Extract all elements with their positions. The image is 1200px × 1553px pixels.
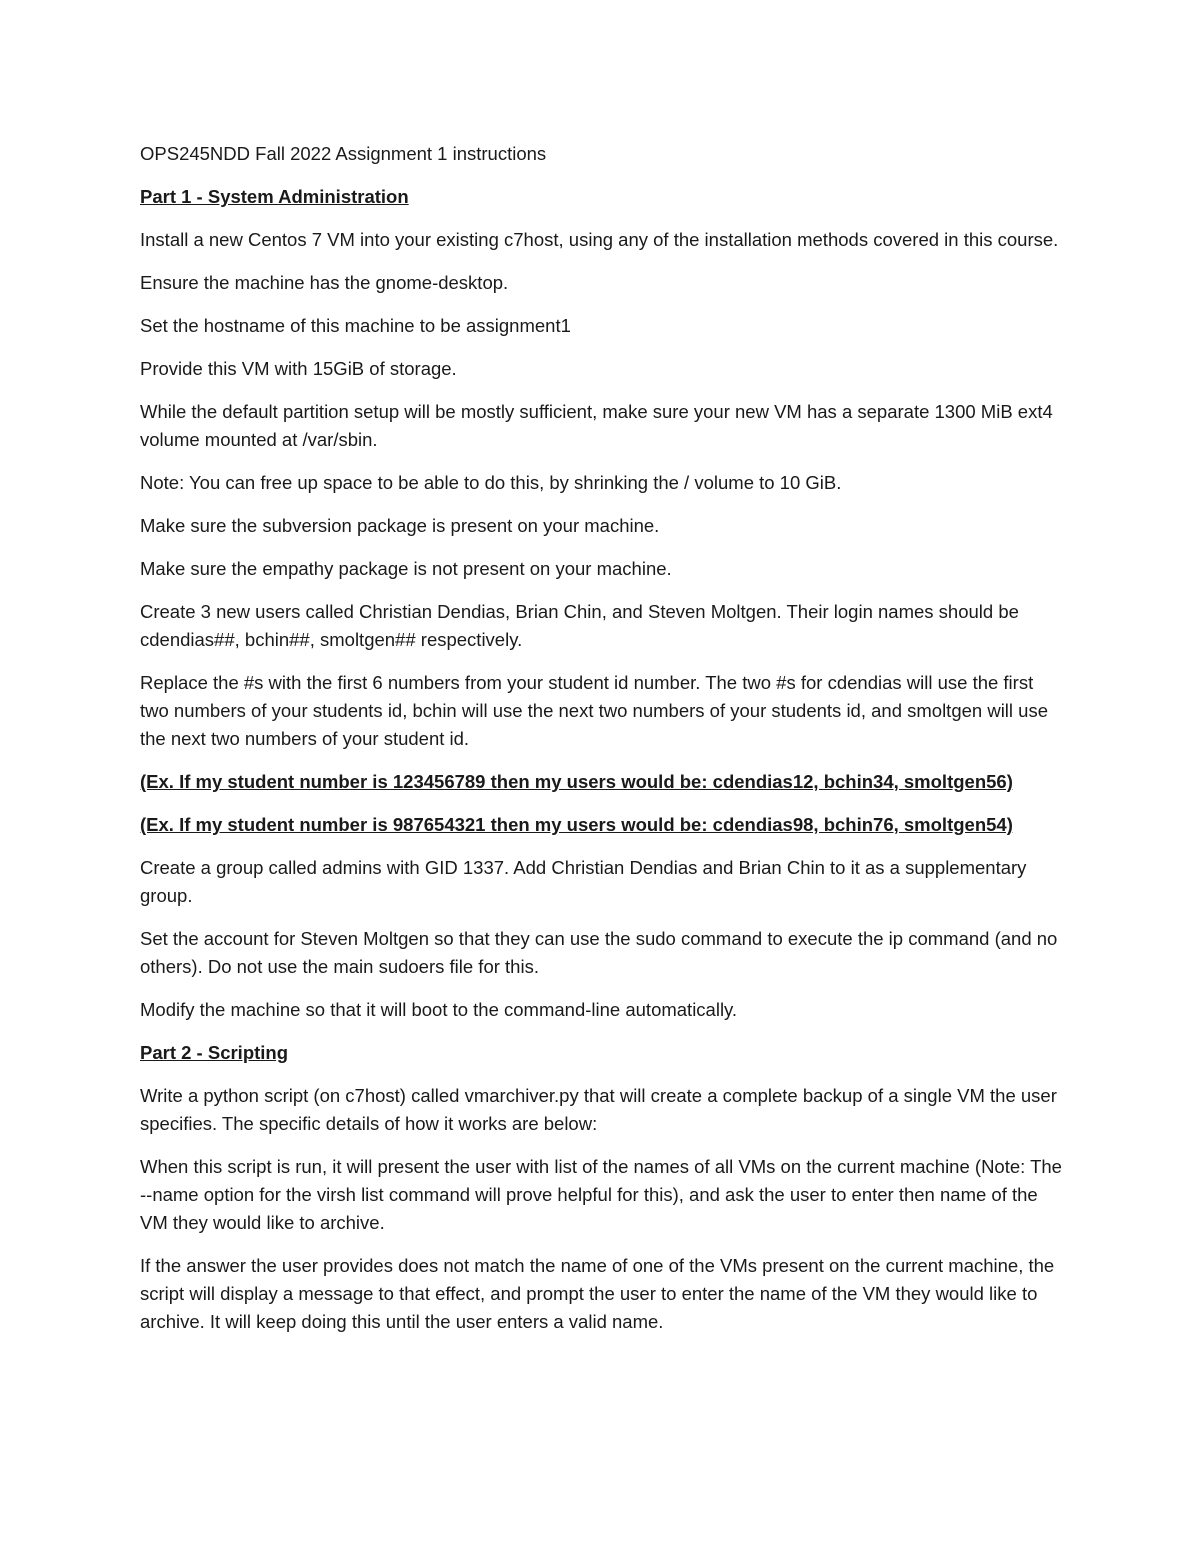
paragraph-invalid-name: If the answer the user provides does not match the name of one of the VMs present on the current machine, the script will display a message to that effect, and prompt the user to enter the name of the VM they would like to archive. It will keep doing this until the user enters a valid name. bbox=[140, 1255, 1055, 1332]
paragraph-storage: Provide this VM with 15GiB of storage. bbox=[140, 358, 457, 379]
paragraph-list-vms: When this script is run, it will present the user with list of the names of all VMs on the current machine (Note: The --name option for the virsh list command will prove helpful for this), and ask the user to enter then name of the VM they would like to archive. bbox=[140, 1156, 1062, 1233]
paragraph-empathy: Make sure the empathy package is not present on your machine. bbox=[140, 558, 672, 579]
paragraph-subversion: Make sure the subversion package is present on your machine. bbox=[140, 515, 660, 536]
paragraph-sudo: Set the account for Steven Moltgen so that they can use the sudo command to execute the ip command (and no others). Do not use the main sudoers file for this. bbox=[140, 928, 1058, 977]
paragraph-create-users: Create 3 new users called Christian Dendias, Brian Chin, and Steven Moltgen. Their login names should be cdendias##, bchin##, smoltgen## respectively. bbox=[140, 601, 1019, 650]
paragraph-replace-ids: Replace the #s with the first 6 numbers from your student id number. The two #s for cdendias will use the first two numbers of your students id, bchin will use the next two numbers of your students id, and smoltgen will use the next two numbers of your student id. bbox=[140, 672, 1048, 749]
part1-heading: Part 1 - System Administration bbox=[140, 186, 409, 207]
paragraph-python-script: Write a python script (on c7host) called vmarchiver.py that will create a complete backup of a single VM the user specifies. The specific details of how it works are below: bbox=[140, 1085, 1057, 1134]
paragraph-hostname: Set the hostname of this machine to be assignment1 bbox=[140, 315, 571, 336]
paragraph-partition: While the default partition setup will be mostly sufficient, make sure your new VM has a separate 1300 MiB ext4 volume mounted at /var/sbin. bbox=[140, 401, 1053, 450]
part2-heading: Part 2 - Scripting bbox=[140, 1042, 289, 1063]
document-body bbox=[140, 140, 1065, 1351]
paragraph-boot-cli: Modify the machine so that it will boot to the command-line automatically. bbox=[140, 999, 738, 1020]
paragraph-admins-group: Create a group called admins with GID 1337. Add Christian Dendias and Brian Chin to it as a supplementary group. bbox=[140, 857, 1027, 906]
example-line-1: (Ex. If my student number is 123456789 then my users would be: cdendias12, bchin34, smoltgen56) bbox=[140, 771, 1013, 792]
example-line-2: (Ex. If my student number is 987654321 then my users would be: cdendias98, bchin76, smoltgen54) bbox=[140, 814, 1013, 835]
paragraph-install-vm: Install a new Centos 7 VM into your existing c7host, using any of the installation methods covered in this course. bbox=[140, 229, 1059, 250]
paragraph-gnome-desktop: Ensure the machine has the gnome-desktop. bbox=[140, 272, 509, 293]
document-title: OPS245NDD Fall 2022 Assignment 1 instructions bbox=[140, 143, 547, 164]
paragraph-note-free-space: Note: You can free up space to be able to do this, by shrinking the / volume to 10 GiB. bbox=[140, 472, 842, 493]
